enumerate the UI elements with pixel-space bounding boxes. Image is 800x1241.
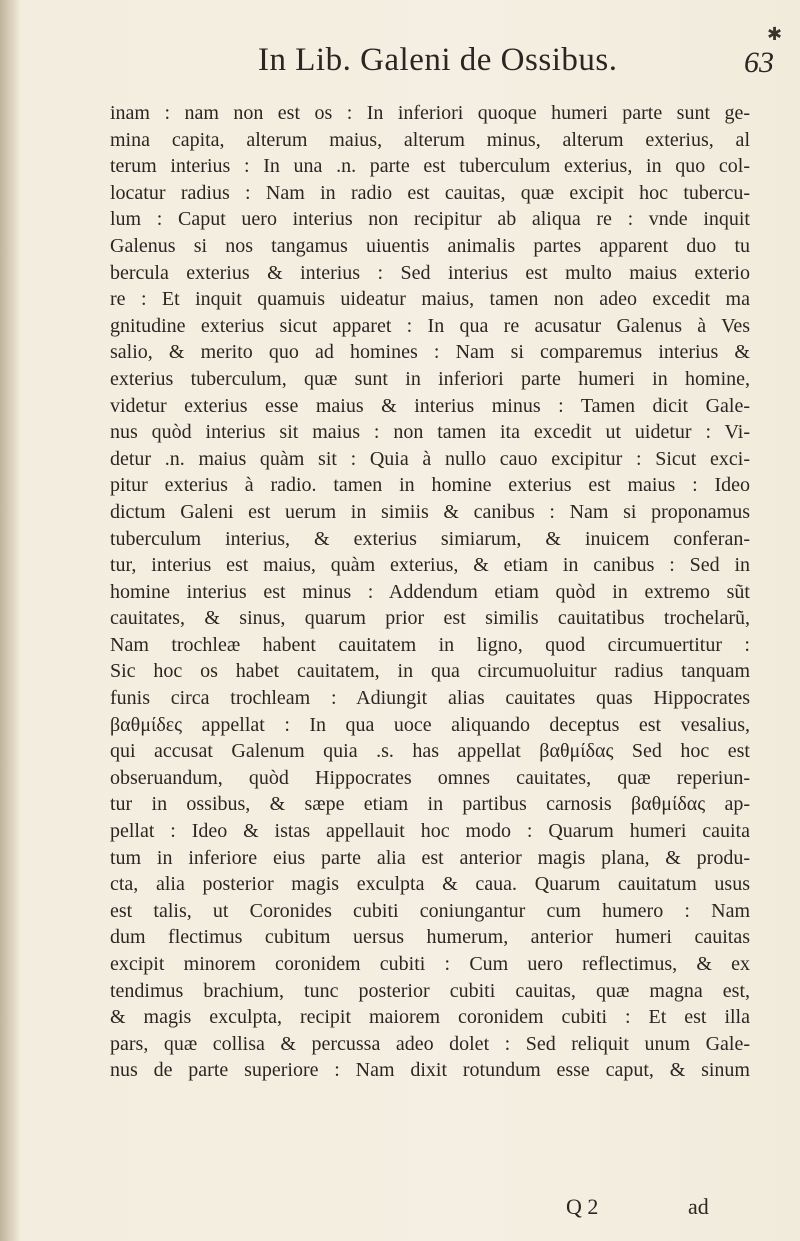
text-line: lum : Caput uero interius non recipitur ab aliqua re : vnde inquit	[110, 208, 750, 231]
text-line: re : Et inquit quamuis uideatur maius, tamen non adeo excedit ma	[110, 288, 750, 311]
text-line: pitur exterius à radio. tamen in homine exterius est maius : Ideo	[110, 474, 750, 497]
text-line: terum interius : In una .n. parte est tuberculum exterius, in quo col-	[110, 155, 750, 178]
text-line: & magis exculpta, recipit maiorem coronidem cubiti : Et est illa	[110, 1006, 750, 1029]
text-line: tur, interius est maius, quàm exterius, & etiam in canibus : Sed in	[110, 554, 750, 577]
text-line: nus quòd interius sit maius : non tamen ita excedit ut uidetur : Vi-	[110, 421, 750, 444]
text-line: nus de parte superiore : Nam dixit rotundum esse caput, & sinum	[110, 1059, 750, 1082]
text-line: tendimus brachium, tunc posterior cubiti cauitas, quæ magna est,	[110, 979, 750, 1002]
text-line: salio, & merito quo ad homines : Nam si comparemus interius &	[110, 341, 750, 364]
running-head: In Lib. Galeni de Ossibus.	[258, 42, 618, 78]
text-line: dum flectimus cubitum uersus humerum, anterior humeri cauitas	[110, 926, 750, 949]
page-footer	[0, 1190, 800, 1230]
text-line: cta, alia posterior magis exculpta & caua. Quarum cauitatum usus	[110, 873, 750, 896]
text-line: funis circa trochleam : Adiungit alias cauitates quas Hippocrates	[110, 687, 750, 710]
text-line: inam : nam non est os : In inferiori quoque humeri parte sunt ge-	[110, 102, 750, 124]
text-line: Sic hoc os habet cauitatem, in qua circumuoluitur radius tanquam	[110, 660, 750, 683]
text-line: pellat : Ideo & istas appellauit hoc modo : Quarum humeri cauita	[110, 820, 750, 843]
page-number: 63	[744, 46, 774, 79]
page-header	[0, 24, 800, 92]
text-line: est talis, ut Coronides cubiti coniungantur cum humero : Nam	[110, 899, 750, 922]
text-line: videtur exterius esse maius & interius minus : Tamen dicit Gale-	[110, 394, 750, 417]
text-line: bercula exterius & interius : Sed interius est multo maius exterio	[110, 261, 750, 284]
text-line: locatur radius : Nam in radio est cauitas, quæ excipit hoc tubercu-	[110, 181, 750, 204]
corner-mark: ✱	[767, 24, 783, 44]
text-line: Nam trochleæ habent cauitatem in ligno, quod circumuertitur :	[110, 633, 750, 656]
text-line: tur in ossibus, & sæpe etiam in partibus carnosis βαθμίδας ap-	[110, 793, 750, 816]
text-line: tum in inferiore eius parte alia est anterior magis plana, & produ-	[110, 846, 750, 869]
page-gutter	[0, 0, 20, 1241]
text-line: tuberculum interius, & exterius simiarum, & inuicem conferan-	[110, 527, 750, 550]
text-line: mina capita, alterum maius, alterum minus, alterum exterius, al	[110, 128, 750, 151]
text-line: exterius tuberculum, quæ sunt in inferiori parte humeri in homine,	[110, 367, 750, 390]
text-line: gnitudine exterius sicut apparet : In qua re acusatur Galenus à Ves	[110, 314, 750, 337]
catchword: ad	[688, 1194, 709, 1219]
text-line: cauitates, & sinus, quarum prior est similis cauitatibus trochelarũ,	[110, 607, 750, 630]
text-line: excipit minorem coronidem cubiti : Cum uero reflectimus, & ex	[110, 953, 750, 975]
text-line: obseruandum, quòd Hippocrates omnes cauitates, quæ reperiun-	[110, 766, 750, 789]
body-text	[110, 100, 750, 1084]
text-line: qui accusat Galenum quia .s. has appellat βαθμίδας Sed hoc est	[110, 740, 750, 763]
text-line: βαθμίδες appellat : In qua uoce aliquando deceptus est vesalius,	[110, 713, 750, 736]
signature-mark: Q 2	[566, 1194, 599, 1219]
text-line: detur .n. maius quàm sit : Quia à nullo cauo excipitur : Sicut exci-	[110, 447, 750, 470]
text-line: pars, quæ collisa & percussa adeo dolet : Sed reliquit unum Gale-	[110, 1032, 750, 1055]
text-line: dictum Galeni est uerum in simiis & canibus : Nam si proponamus	[110, 500, 750, 523]
text-line: homine interius est minus : Addendum etiam quòd in extremo sũt	[110, 580, 750, 603]
text-line: Galenus si nos tangamus uiuentis animalis partes apparent duo tu	[110, 234, 750, 257]
